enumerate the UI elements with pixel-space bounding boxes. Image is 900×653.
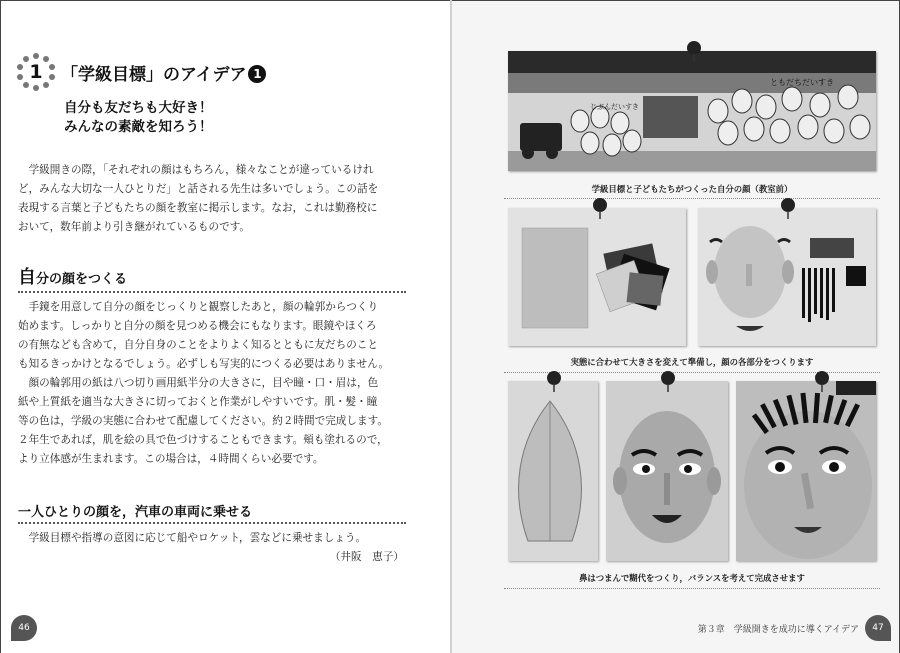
text-line: 学級開きの際，「それぞれの顔はもちろん，様々なことが違っているけれ (28, 164, 374, 176)
text-line: の有無なども含めて，自分自身のことをよりよく知るとともに友だちのこと (18, 339, 378, 351)
text-line: 学級目標や指導の意図に応じて船やロケット，雲などに乗せましょう。 (28, 532, 367, 544)
section-title-text: 「学級目標」のアイデア (61, 64, 247, 85)
face-assembled-illustration (606, 381, 728, 561)
subtitle-line: みんなの素敵を知ろう！ (64, 119, 213, 135)
page-number-left: 46 (11, 615, 37, 641)
subtitle (64, 99, 213, 137)
text-line: より立体感が生まれます。この場合は，４時間くらい必要です。 (18, 453, 324, 465)
caption-rule (504, 588, 880, 589)
caption-classroom: 学級目標と子どもたちがつくった自分の顔（教室前） (591, 184, 793, 194)
face-parts-illustration (698, 208, 876, 346)
paper-materials-illustration (508, 208, 686, 346)
page-number-right: 47 (865, 615, 891, 641)
heading-initial: 自 (18, 267, 36, 288)
section-title (61, 60, 266, 85)
text-line: ２年生であれば，肌を絵の具で色づけすることもできます。頬も塗れるので， (18, 434, 388, 446)
photo-paper-materials (508, 208, 686, 346)
text-line: ど，みんな大切な一人ひとりだ」と話される先生は多いでしょう。この話を (18, 183, 379, 195)
caption-finishing: 鼻はつまんで糊代をつくり，バランスを考えて完成させます (579, 573, 805, 583)
text-line: 等の色は，学級の実態に合わせて配慮してください。約２時間で完成します。 (18, 415, 388, 427)
photo-face-parts (698, 208, 876, 346)
classroom-display-illustration (508, 51, 876, 171)
face-with-hair-illustration (736, 381, 876, 561)
caption-rule (504, 198, 880, 199)
sign-self: じぶんだいすき (590, 103, 639, 111)
text-line: 手鏡を用意して自分の顔をじっくりと観察したあと，顔の輪郭からつくり (28, 301, 379, 313)
text-line: 表現する言葉と子どもたちの顔を教室に掲示します。なお，これは勤務校に (18, 202, 378, 214)
pushpin-icon (544, 369, 566, 393)
text-line: おいて，数年前より引き継がれているものです。 (18, 221, 251, 233)
pushpin-icon (778, 196, 800, 220)
heading-make-face (18, 263, 406, 293)
pushpin-icon (658, 369, 680, 393)
heading-train: 一人ひとりの顔を，汽車の車両に乗せる (18, 501, 406, 524)
photo-face-assembled (606, 381, 728, 561)
heading-rest: 分の顔をつくる (36, 272, 128, 287)
pushpin-icon (590, 196, 612, 220)
sign-friends: ともだちだいすき (770, 78, 834, 87)
closing-paragraph (18, 529, 410, 548)
text-line: 紙や上質紙を適当な大きさに切っておくと作業がしやすいです。肌・髪・瞳 (18, 396, 378, 408)
section-heading (17, 53, 266, 91)
photo-folded-nose (508, 381, 598, 561)
photo-classroom-display (508, 51, 876, 171)
section-number: 1 (29, 61, 43, 83)
caption-face-parts: 実態に合わせて大きさを変えて準備し，顔の各部分をつくります (570, 357, 814, 367)
body-paragraph (18, 298, 410, 469)
pushpin-icon (684, 39, 706, 63)
pushpin-icon (812, 369, 834, 393)
text-line: 始めます。しっかりと自分の顔を見つめる機会にもなります。眼鏡やほくろ (18, 320, 377, 332)
section-number-badge (17, 53, 55, 91)
folded-nose-illustration (508, 381, 598, 561)
text-line: も知るきっかけとなるでしょう。必ずしも写実的につくる必要はありません。 (18, 358, 390, 370)
author: （井阪 恵子） (329, 551, 404, 563)
chapter-label: 第３章 学級開きを成功に導くアイデア (697, 625, 859, 635)
right-page (452, 0, 900, 653)
subtitle-line: 自分も友だちも大好き！ (64, 100, 213, 116)
photo-face-with-hair (736, 381, 876, 561)
section-title-badge: 1 (248, 65, 266, 83)
intro-paragraph (18, 161, 410, 237)
text-line: 顔の輪郭用の紙は八つ切り画用紙半分の大きさに，目や瞳・口・眉は，色 (28, 377, 379, 389)
